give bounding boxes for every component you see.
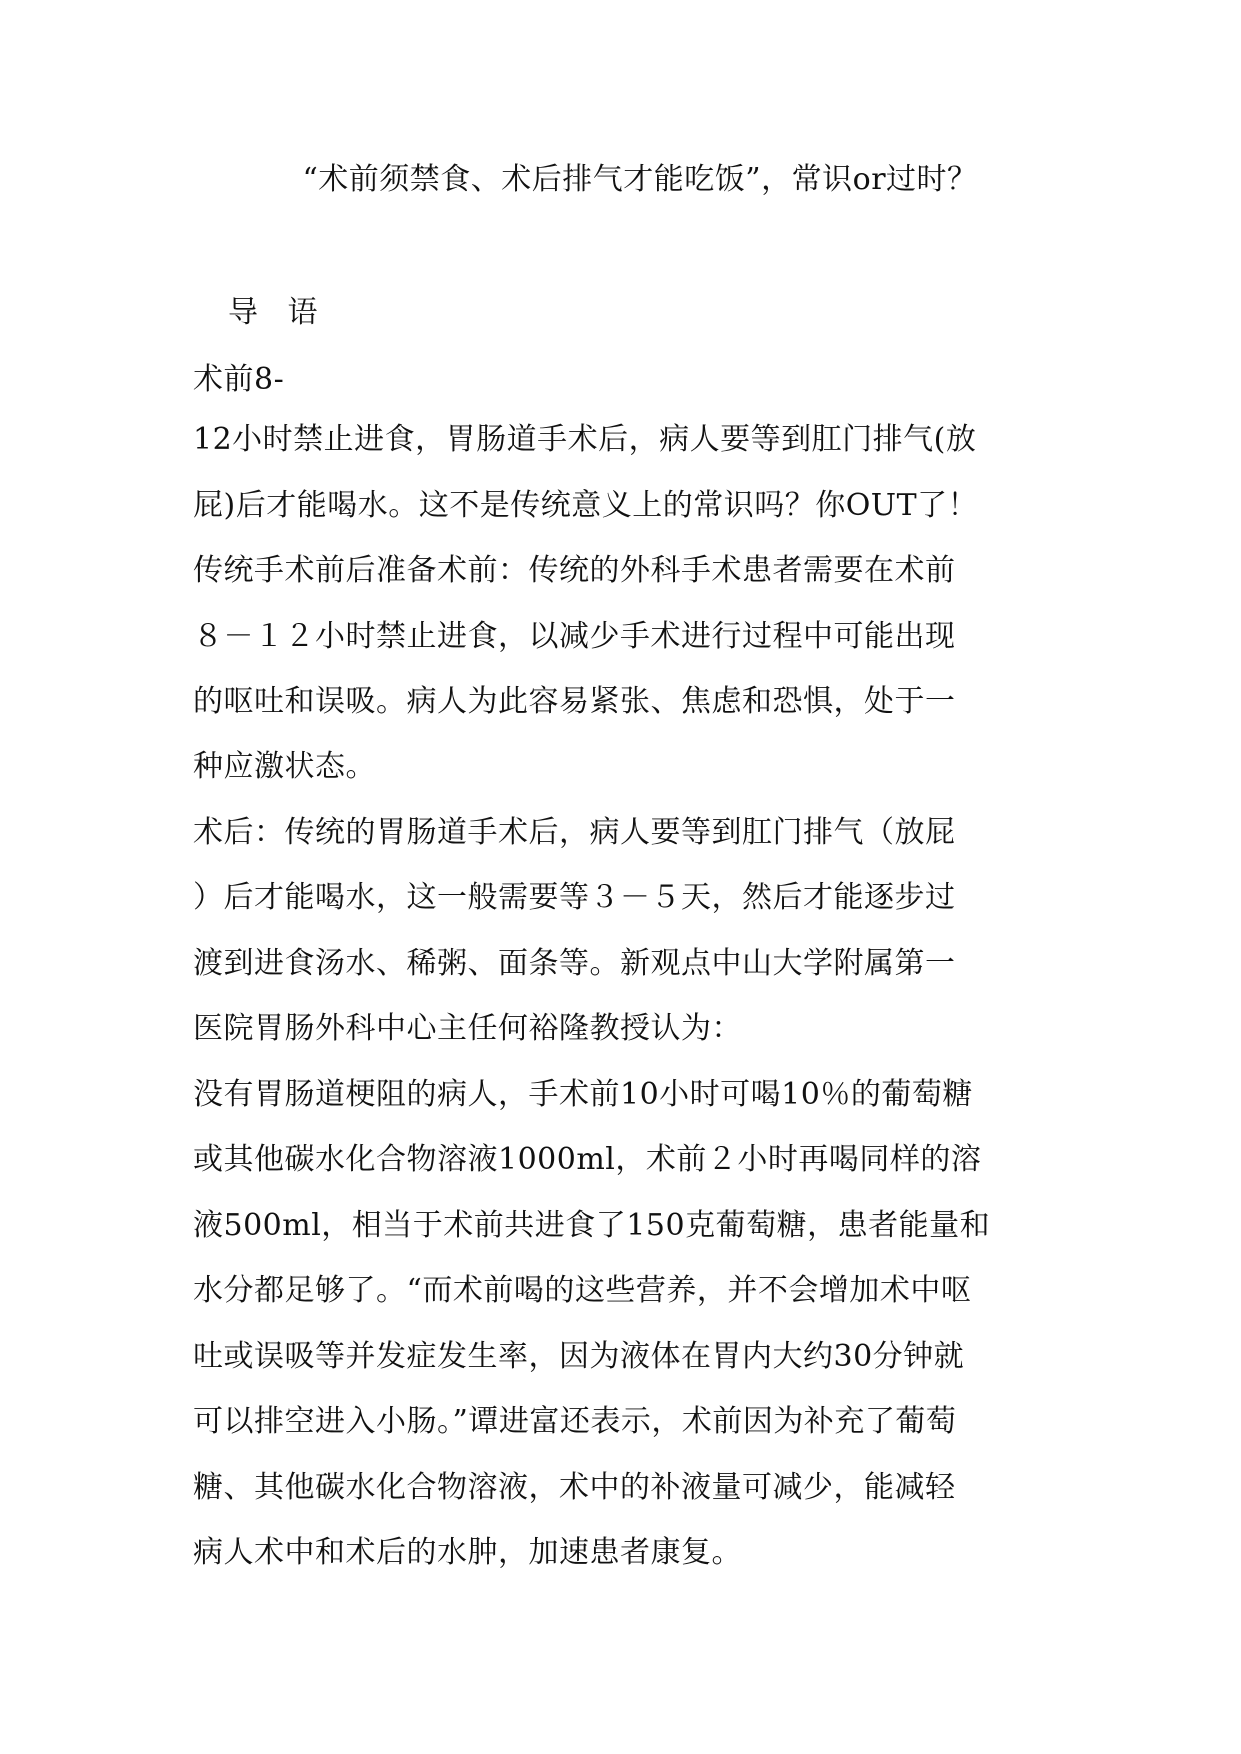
body-line: 种应激状态。 — [193, 749, 376, 784]
document-title: “术前须禁食、术后排气才能吃饭”，常识or过时？ — [302, 162, 978, 197]
body-line: 12小时禁止进食，胃肠道手术后，病人要等到肛门排气(放 — [193, 422, 977, 457]
body-line: 屁)后才能喝水。这不是传统意义上的常识吗？你OUT了！ — [193, 488, 979, 523]
body-line: 吐或误吸等并发症发生率，因为液体在胃内大约30分钟就 — [193, 1339, 965, 1374]
body-line: 没有胃肠道梗阻的病人，手术前10小时可喝10％的葡萄糖 — [193, 1077, 973, 1112]
body-line: 可以排空进入小肠。”谭进富还表示，术前因为补充了葡萄 — [193, 1404, 957, 1439]
body-line: 病人术中和术后的水肿，加速患者康复。 — [193, 1535, 742, 1570]
body-line: 糖、其他碳水化合物溶液，术中的补液量可减少，能减轻 — [193, 1470, 956, 1505]
body-line: 术前8- — [193, 362, 285, 397]
body-line: 渡到进食汤水、稀粥、面条等。新观点中山大学附属第一 — [193, 946, 956, 981]
body-line: ８－１２小时禁止进食，以减少手术进行过程中可能出现 — [193, 619, 956, 654]
body-line: 或其他碳水化合物溶液1000ml，术前２小时再喝同样的溶 — [193, 1142, 982, 1177]
body-line: 术后：传统的胃肠道手术后，病人要等到肛门排气（放屁 — [193, 815, 956, 850]
body-line: 水分都足够了。“而术前喝的这些营养，并不会增加术中呕 — [193, 1273, 972, 1308]
body-line: 医院胃肠外科中心主任何裕隆教授认为： — [193, 1011, 742, 1046]
body-line: 液500ml，相当于术前共进食了150克葡萄糖，患者能量和 — [193, 1208, 991, 1243]
body-line: 的呕吐和误吸。病人为此容易紧张、焦虑和恐惧，处于一 — [193, 684, 956, 719]
section-heading: 导 语 — [228, 295, 328, 330]
body-line: ）后才能喝水，这一般需要等３－５天，然后才能逐步过 — [193, 880, 956, 915]
body-line: 传统手术前后准备术前：传统的外科手术患者需要在术前 — [193, 553, 956, 588]
